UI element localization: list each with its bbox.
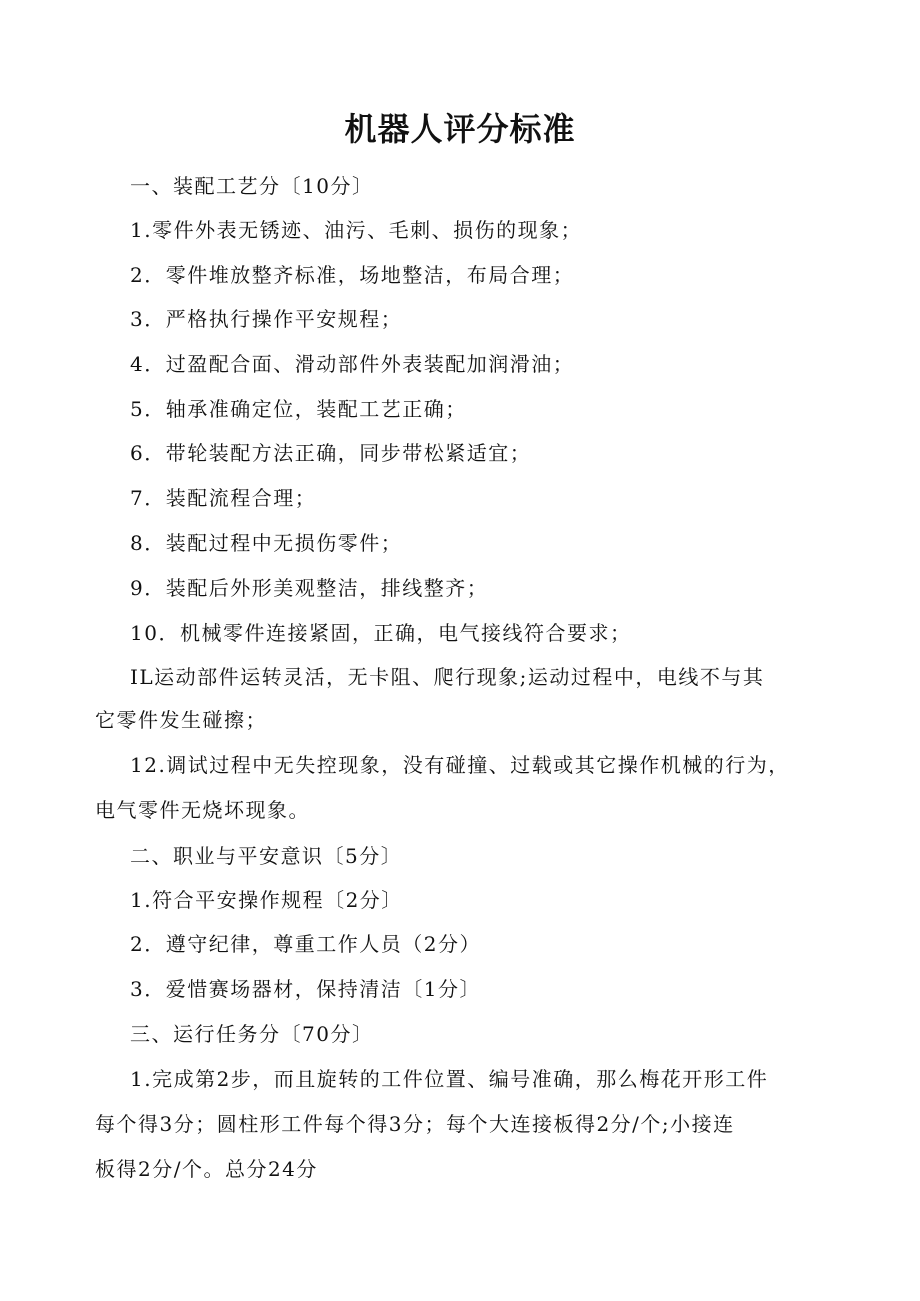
safety-item-2: 2．遵守纪律，尊重工作人员（2分） xyxy=(130,932,481,956)
assembly-item-10: 10．机械零件连接紧固，正确，电气接线符合要求； xyxy=(130,621,632,645)
assembly-item-12-cont: 电气零件无烧坏现象。 xyxy=(95,798,310,822)
task-item-1-cont-b: 板得2分/个。总分24分 xyxy=(95,1157,318,1181)
safety-item-1: 1.符合平安操作规程〔2分〕 xyxy=(130,888,403,912)
assembly-item-8: 8．装配过程中无损伤零件； xyxy=(130,531,403,555)
assembly-item-11-cont: 它零件发生碰擦； xyxy=(95,708,267,732)
assembly-item-11: IL运动部件运转灵活，无卡阻、爬行现象;运动过程中，电线不与其 xyxy=(130,665,765,689)
assembly-item-3: 3．严格执行操作平安规程； xyxy=(130,307,403,331)
task-item-1: 1.完成第2步，而且旋转的工件位置、编号准确，那么梅花开形工件 xyxy=(130,1067,769,1091)
section-heading-assembly: 一、装配工艺分〔10分〕 xyxy=(130,174,374,198)
assembly-item-1: 1.零件外表无锈迹、油污、毛刺、损伤的现象； xyxy=(130,218,583,242)
assembly-item-5: 5．轴承准确定位，装配工艺正确； xyxy=(130,397,467,421)
section-heading-safety: 二、职业与平安意识〔5分〕 xyxy=(130,844,403,868)
section-heading-task: 三、运行任务分〔70分〕 xyxy=(130,1022,374,1046)
assembly-item-9: 9．装配后外形美观整洁，排线整齐； xyxy=(130,576,489,600)
assembly-item-6: 6．带轮装配方法正确，同步带松紧适宜； xyxy=(130,441,532,465)
assembly-item-4: 4．过盈配合面、滑动部件外表装配加润滑油； xyxy=(130,352,575,376)
assembly-item-12: 12.调试过程中无失控现象，没有碰撞、过载或其它操作机械的行为， xyxy=(130,753,790,777)
safety-item-3: 3．爱惜赛场器材，保持清洁〔1分〕 xyxy=(130,977,481,1001)
assembly-item-7: 7．装配流程合理； xyxy=(130,486,317,510)
task-item-1-cont-a: 每个得3分；圆柱形工件每个得3分；每个大连接板得2分/个;小接连 xyxy=(95,1112,735,1136)
assembly-item-2: 2．零件堆放整齐标准，场地整洁，布局合理； xyxy=(130,263,575,287)
document-title: 机器人评分标准 xyxy=(344,110,576,148)
